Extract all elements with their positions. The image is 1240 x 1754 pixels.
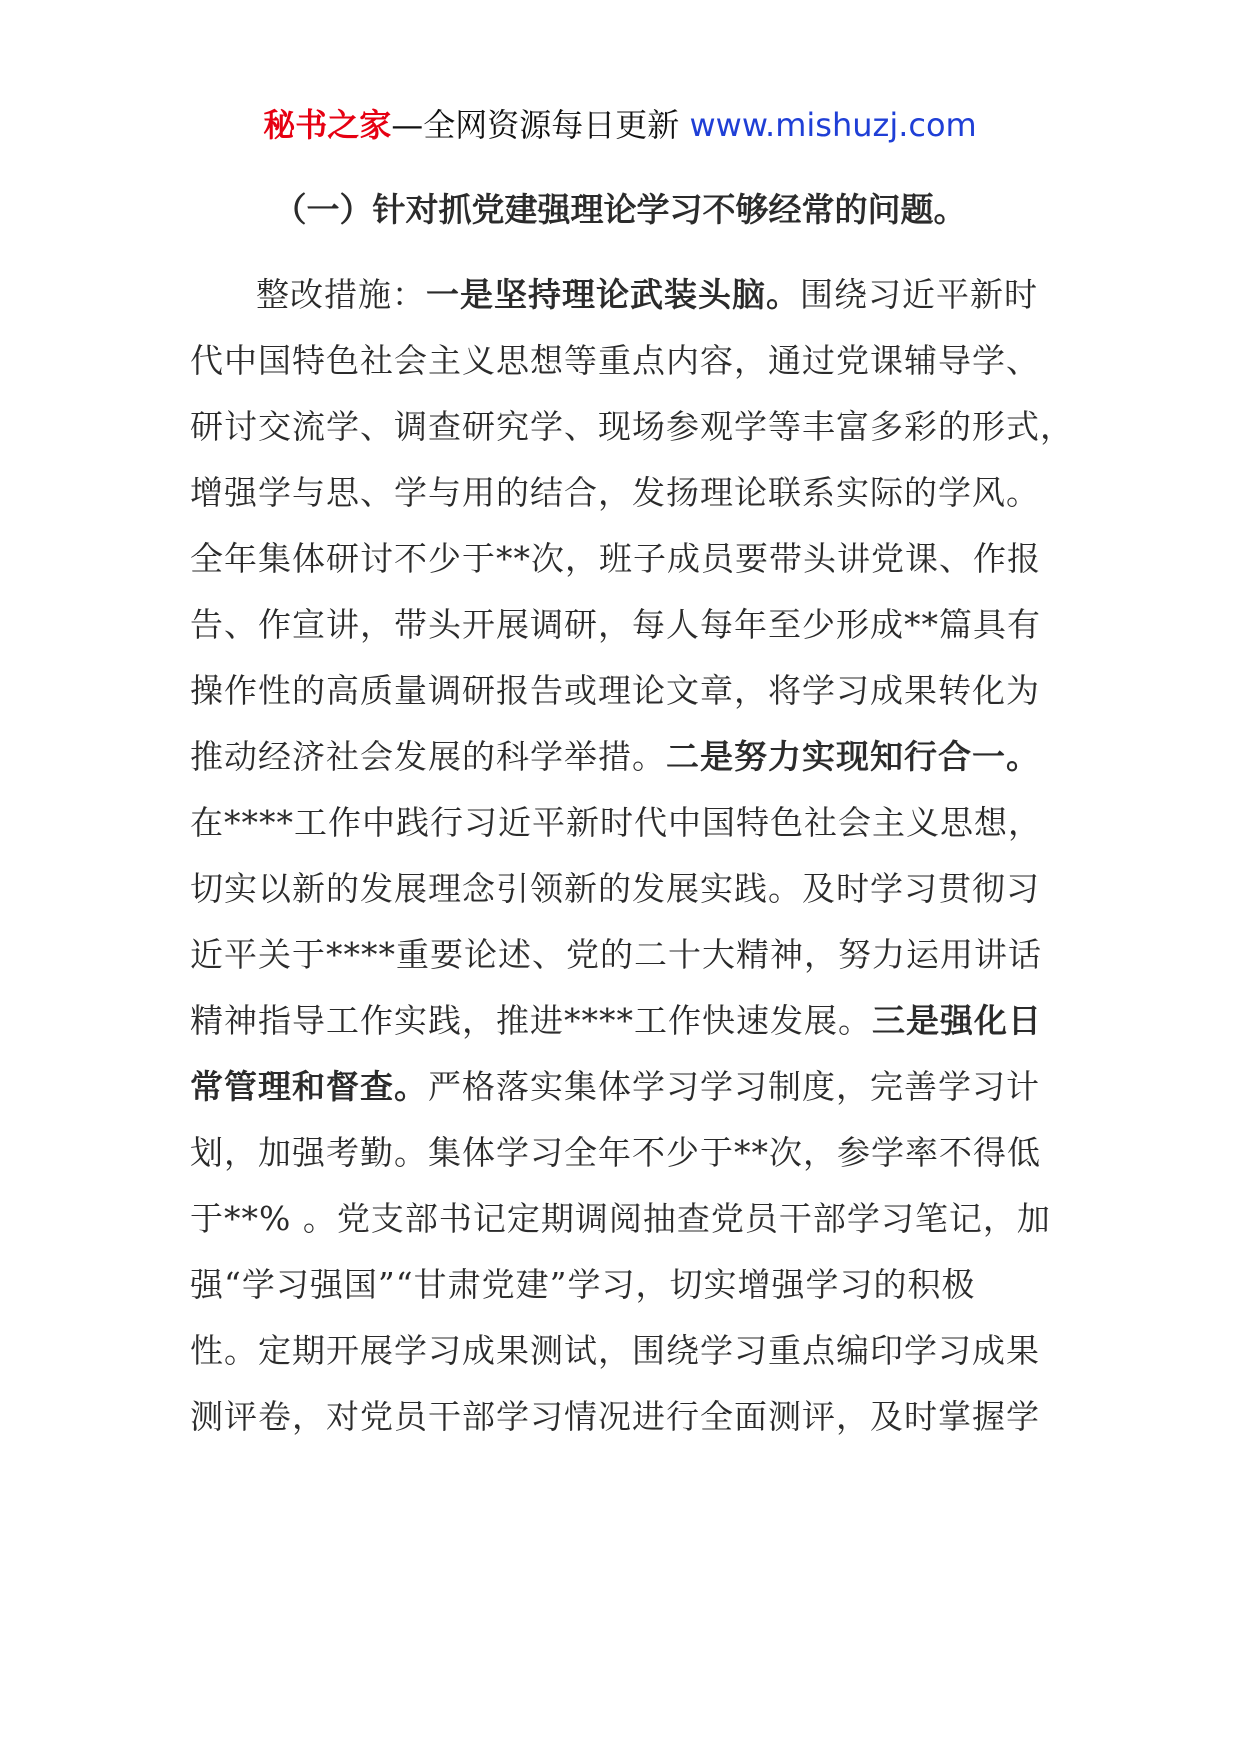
text-line: 整改措施：一是坚持理论武装头脑。围绕习近平新时: [256, 275, 1038, 314]
section-heading: （一）针对抓党建强理论学习不够经常的问题。: [273, 190, 967, 229]
text-line: 划，加强考勤。集体学习全年不少于**次，参学率不得低: [190, 1133, 1041, 1172]
text-line: 全年集体研讨不少于**次，班子成员要带头讲党课、作报: [190, 539, 1041, 578]
bold-phrase: 常管理和督查。: [190, 1067, 428, 1106]
brand-name: 秘书之家: [263, 106, 392, 144]
text-line: 性。定期开展学习成果测试，围绕学习重点编印学习成果: [190, 1331, 1040, 1370]
text-line: 于**% 。党支部书记定期调阅抽查党员干部学习笔记，加: [190, 1199, 1051, 1238]
site-url-link[interactable]: www.mishuzj.com: [689, 106, 977, 144]
bold-phrase: 一是坚持理论武装头脑。: [426, 275, 800, 314]
text-line: 切实以新的发展理念引领新的发展实践。及时学习贯彻习: [190, 869, 1040, 908]
site-slogan: —全网资源每日更新: [391, 106, 680, 144]
text-line: 代中国特色社会主义思想等重点内容，通过党课辅导学、: [190, 341, 1040, 380]
text-line: 告、作宣讲，带头开展调研，每人每年至少形成**篇具有: [190, 605, 1041, 644]
text-line: 近平关于****重要论述、党的二十大精神，努力运用讲话: [190, 935, 1042, 974]
text-line: 测评卷，对党员干部学习情况进行全面测评，及时掌握学: [190, 1397, 1040, 1436]
bold-phrase: 二是努力实现知行合一。: [666, 737, 1040, 776]
text-line: 推动经济社会发展的科学举措。二是努力实现知行合一。: [190, 737, 1040, 776]
text-line: 增强学与思、学与用的结合，发扬理论联系实际的学风。: [190, 473, 1040, 512]
text-line: 精神指导工作实践，推进****工作快速发展。三是强化日: [190, 1001, 1042, 1040]
bold-phrase: 三是强化日: [872, 1001, 1042, 1040]
text-line: 研讨交流学、调查研究学、现场参观学等丰富多彩的形式，: [190, 407, 1074, 446]
text-line: 常管理和督查。严格落实集体学习学习制度，完善学习计: [190, 1067, 1040, 1106]
text-line: 在****工作中践行习近平新时代中国特色社会主义思想，: [190, 803, 1042, 842]
text-line: 强“学习强国”“甘肃党建”学习，切实增强学习的积极: [190, 1265, 976, 1304]
site-header: [0, 100, 1240, 150]
text-line: 操作性的高质量调研报告或理论文章，将学习成果转化为: [190, 671, 1040, 710]
body-text: [190, 262, 1074, 1450]
